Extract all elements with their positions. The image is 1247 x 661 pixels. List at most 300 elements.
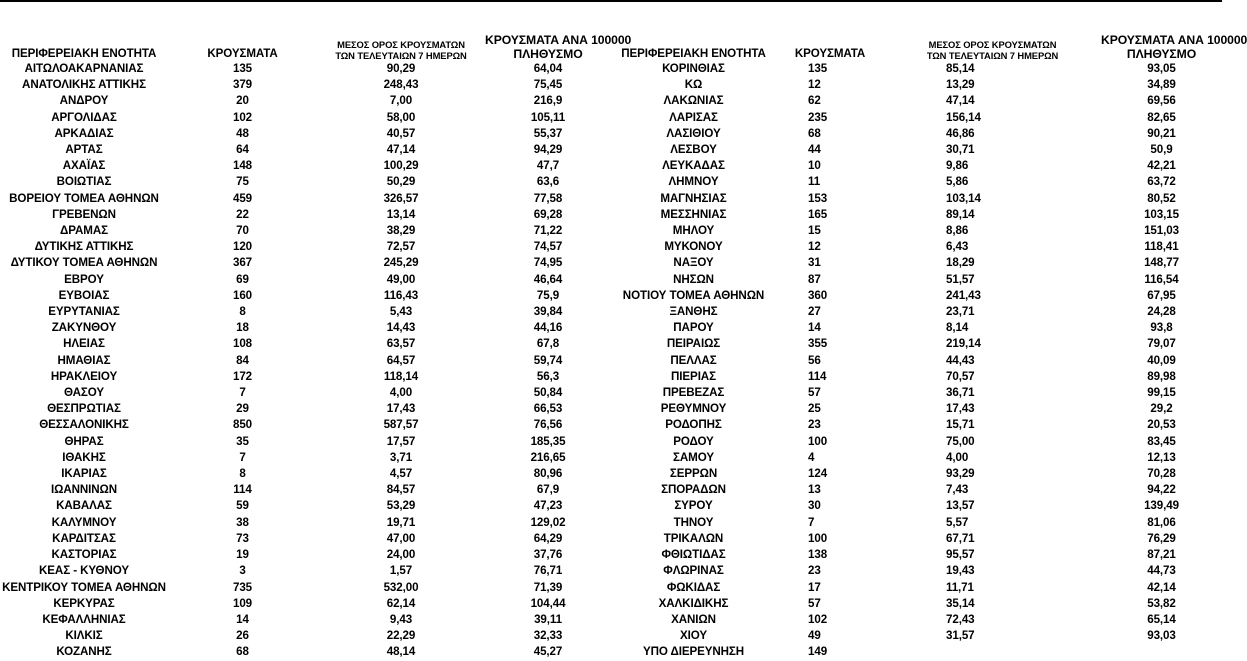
avg-7day-cell: 18,29 [946, 256, 975, 270]
per-100k-cell: 50,84 [533, 386, 563, 400]
per-100k-cell: 46,64 [533, 272, 563, 286]
avg-7day-cell: 35,14 [946, 596, 975, 610]
table-row [611, 304, 1222, 320]
avg-7day-cell: 9,86 [946, 159, 969, 173]
table-row [0, 142, 611, 158]
per-100k-cell: 116,54 [1144, 272, 1179, 286]
per-100k-cell: 44,16 [533, 321, 563, 335]
avg-7day-cell: 49,00 [386, 272, 416, 286]
per-100k-cell: 50,9 [1150, 143, 1173, 157]
per-100k-cell: 32,33 [533, 629, 563, 643]
per-100k-cell: 74,57 [533, 240, 563, 254]
table-row [611, 596, 1222, 612]
avg-7day-cell: 36,71 [946, 386, 975, 400]
cases-cell: 172 [232, 369, 253, 383]
avg-7day-cell: 13,14 [386, 207, 416, 221]
region-cell: ΜΑΓΝΗΣΙΑΣ [660, 191, 727, 205]
per-100k-cell: 44,73 [1147, 564, 1176, 578]
region-cell: ΙΩΑΝΝΙΝΩΝ [51, 483, 117, 497]
cases-cell: 13 [808, 483, 821, 497]
cases-cell: 124 [808, 467, 828, 481]
table-row [0, 531, 611, 547]
cases-cell: 165 [808, 207, 828, 221]
per-100k-cell: 81,06 [1147, 515, 1176, 529]
header-7day-average [317, 26, 485, 61]
table-row [0, 401, 611, 417]
table-row [611, 272, 1222, 288]
cases-cell: 87 [808, 272, 821, 286]
table-row [0, 288, 611, 304]
cases-cell: 49 [808, 629, 821, 643]
cases-cell: 355 [808, 337, 828, 351]
region-cell: ΚΟΖΑΝΗΣ [56, 645, 112, 659]
per-100k-cell: 65,14 [1147, 612, 1176, 626]
per-100k-cell: 55,37 [533, 126, 563, 140]
cases-cell: 4 [808, 450, 815, 464]
cases-cell: 15 [808, 224, 821, 238]
table-row [611, 255, 1222, 271]
region-cell: ΚΕΑΣ - ΚΥΘΝΟΥ [39, 564, 129, 578]
region-cell: ΕΥΒΟΙΑΣ [58, 288, 110, 302]
region-cell: ΧΑΛΚΙΔΙΚΗΣ [658, 596, 729, 610]
per-100k-cell: 185,35 [530, 434, 566, 448]
top-border-line [0, 0, 1222, 2]
per-100k-cell: 67,95 [1147, 288, 1176, 302]
region-cell: ΚΕΝΤΡΙΚΟΥ ΤΟΜΕΑ ΑΘΗΝΩΝ [2, 580, 166, 594]
per-100k-cell: 148,77 [1144, 256, 1179, 270]
avg-7day-cell: 532,00 [383, 580, 419, 594]
table-right-half [611, 26, 1247, 661]
table-row [611, 320, 1222, 336]
table-row [611, 126, 1222, 142]
avg-7day-cell: 58,00 [386, 110, 416, 124]
per-100k-cell: 64,29 [533, 531, 563, 545]
table-row [611, 417, 1222, 433]
per-100k-cell: 87,21 [1147, 548, 1176, 562]
cases-cell: 25 [808, 402, 821, 416]
avg-7day-cell: 30,71 [946, 143, 975, 157]
table-row [611, 353, 1222, 369]
per-100k-cell: 42,21 [1147, 159, 1176, 173]
region-cell: ΝΟΤΙΟΥ ΤΟΜΕΑ ΑΘΗΝΩΝ [622, 288, 765, 302]
avg-7day-cell: 245,29 [383, 256, 419, 270]
avg-7day-cell: 103,14 [946, 191, 981, 205]
table-row [611, 93, 1222, 109]
avg-7day-cell: 67,71 [946, 531, 975, 545]
table-row [611, 450, 1222, 466]
avg-7day-cell: 15,71 [946, 418, 975, 432]
per-100k-cell: 105,11 [530, 110, 566, 124]
cases-cell: 7 [239, 386, 246, 400]
table-row [0, 336, 611, 352]
table-row [611, 515, 1222, 531]
header-row [0, 26, 611, 61]
region-cell: ΜΗΛΟΥ [672, 224, 715, 238]
per-100k-cell: 118,41 [1144, 240, 1179, 254]
avg-7day-cell: 75,00 [946, 434, 975, 448]
per-100k-cell: 45,27 [533, 645, 563, 659]
cases-cell: 160 [232, 288, 253, 302]
region-cell: ΛΑΣΙΘΙΟΥ [666, 126, 721, 140]
table-row [611, 288, 1222, 304]
table-row [0, 272, 611, 288]
avg-7day-cell: 326,57 [383, 191, 419, 205]
per-100k-cell: 63,72 [1147, 175, 1176, 189]
cases-cell: 360 [808, 288, 828, 302]
table-row [611, 563, 1222, 579]
region-cell: ΚΙΛΚΙΣ [65, 629, 103, 643]
table-row [0, 191, 611, 207]
per-100k-cell: 75,45 [533, 78, 563, 92]
avg-7day-cell: 241,43 [946, 288, 981, 302]
avg-7day-cell: 8,86 [946, 224, 969, 238]
cases-cell: 23 [808, 418, 821, 432]
region-cell: ΑΡΚΑΔΙΑΣ [54, 126, 114, 140]
avg-7day-cell [884, 644, 1101, 660]
per-100k-cell: 104,44 [530, 596, 566, 610]
avg-7day-cell: 62,14 [386, 596, 416, 610]
region-cell: ΡΟΔΟΠΗΣ [665, 418, 722, 432]
per-100k-cell: 80,96 [533, 467, 563, 481]
per-100k-cell: 66,53 [533, 402, 563, 416]
table-row [611, 174, 1222, 190]
region-cell: ΑΡΓΟΛΙΔΑΣ [51, 110, 117, 124]
region-cell: ΤΗΝΟΥ [673, 515, 714, 529]
avg-7day-cell: 31,57 [946, 629, 975, 643]
region-cell: ΙΘΑΚΗΣ [62, 450, 106, 464]
per-100k-cell: 151,03 [1144, 224, 1179, 238]
region-cell: ΕΒΡΟΥ [64, 272, 104, 286]
per-100k-cell: 89,98 [1147, 369, 1176, 383]
table-row [0, 563, 611, 579]
per-100k-cell: 47,23 [533, 499, 563, 513]
per-100k-cell: 99,15 [1147, 386, 1176, 400]
avg-7day-cell: 38,29 [386, 224, 416, 238]
per-100k-cell: 39,11 [534, 612, 562, 626]
cases-cell: 57 [808, 386, 821, 400]
table-row [0, 207, 611, 223]
covid-cases-table [0, 26, 1247, 661]
table-row [0, 596, 611, 612]
avg-7day-cell: 11,71 [946, 580, 974, 594]
per-100k-cell: 94,29 [533, 143, 563, 157]
header-cases: ΚΡΟΥΣΜΑΤΑ [794, 47, 866, 60]
table-row [0, 580, 611, 596]
cases-cell: 459 [232, 191, 253, 205]
per-100k-cell: 216,65 [530, 450, 566, 464]
region-cell: ΗΜΑΘΙΑΣ [57, 353, 111, 367]
per-100k-cell: 67,8 [536, 337, 560, 351]
avg-7day-cell: 17,43 [946, 402, 975, 416]
cases-cell: 109 [232, 596, 253, 610]
region-cell: ΠΡΕΒΕΖΑΣ [662, 386, 725, 400]
header-cases-per-100k [1101, 26, 1247, 61]
table-left-half [0, 26, 632, 661]
cases-cell: 29 [236, 402, 249, 416]
table-row [0, 434, 611, 450]
header-per-line2: ΠΛΗΘΥΣΜΟ [513, 47, 583, 61]
table-row [611, 385, 1222, 401]
avg-7day-cell: 7,00 [389, 94, 413, 108]
cases-cell: 64 [236, 143, 249, 157]
avg-7day-cell: 72,57 [386, 240, 416, 254]
cases-cell: 10 [808, 159, 821, 173]
region-cell: ΑΝΑΤΟΛΙΚΗΣ ΑΤΤΙΚΗΣ [22, 78, 146, 92]
avg-7day-cell: 51,57 [946, 272, 975, 286]
cases-cell: 8 [239, 305, 246, 319]
avg-7day-cell: 116,43 [383, 288, 419, 302]
cases-table-left [0, 26, 632, 661]
header-per-line2: ΠΛΗΘΥΣΜΟ [1126, 47, 1197, 61]
header-per-line1: ΚΡΟΥΣΜΑΤΑ ΑΝΑ 100000 [485, 33, 632, 47]
per-100k-cell: 70,28 [1147, 467, 1176, 481]
per-100k-cell: 90,21 [1147, 126, 1176, 140]
cases-cell: 68 [236, 645, 249, 659]
region-cell: ΒΟΡΕΙΟΥ ΤΟΜΕΑ ΑΘΗΝΩΝ [9, 191, 159, 205]
per-100k-cell: 40,09 [1147, 353, 1176, 367]
cases-cell: 235 [808, 110, 828, 124]
region-cell: ΛΑΡΙΣΑΣ [669, 110, 718, 124]
avg-7day-cell: 587,57 [383, 418, 419, 432]
region-cell: ΡΟΔΟΥ [673, 434, 714, 448]
cases-cell: 56 [808, 353, 821, 367]
per-100k-cell: 216,9 [533, 94, 563, 108]
cases-cell: 102 [808, 612, 828, 626]
table-row [611, 207, 1222, 223]
table-row [0, 304, 611, 320]
per-100k-cell: 71,39 [533, 580, 563, 594]
avg-7day-cell: 248,43 [383, 78, 419, 92]
cases-cell: 12 [808, 240, 821, 254]
region-cell: ΚΩ [684, 78, 703, 92]
region-cell: ΥΠΟ ΔΙΕΡΕΥΝΗΣΗ [642, 645, 745, 659]
avg-7day-cell: 9,43 [389, 612, 413, 626]
region-cell: ΛΗΜΝΟΥ [668, 175, 719, 189]
cases-cell: 57 [808, 596, 821, 610]
region-cell: ΒΟΙΩΤΙΑΣ [56, 175, 112, 189]
table-row [611, 531, 1222, 547]
cases-cell: 102 [232, 110, 253, 124]
avg-7day-cell: 22,29 [386, 629, 416, 643]
table-row [611, 191, 1222, 207]
avg-7day-cell: 100,29 [383, 159, 419, 173]
cases-cell: 367 [232, 256, 253, 270]
table-row [0, 77, 611, 93]
table-row [611, 628, 1222, 644]
header-avg-line2: ΤΩΝ ΤΕΛΕΥΤΑΙΩΝ 7 ΗΜΕΡΩΝ [926, 50, 1059, 61]
table-row [0, 239, 611, 255]
cases-cell: 62 [808, 94, 821, 108]
table-row [611, 336, 1222, 352]
per-100k-cell: 129,02 [530, 515, 566, 529]
per-100k-cell: 69,56 [1147, 94, 1176, 108]
region-cell: ΗΛΕΙΑΣ [63, 337, 105, 351]
region-cell: ΠΙΕΡΙΑΣ [671, 369, 716, 383]
cases-cell: 35 [236, 434, 249, 448]
region-cell: ΑΙΤΩΛΟΑΚΑΡΝΑΝΙΑΣ [24, 62, 144, 75]
per-100k-cell: 76,56 [533, 418, 563, 432]
avg-7day-cell: 19,71 [386, 515, 416, 529]
region-cell: ΛΕΣΒΟΥ [670, 143, 717, 157]
per-100k-cell: 20,53 [1147, 418, 1176, 432]
region-cell: ΚΕΡΚΥΡΑΣ [53, 596, 115, 610]
per-100k-cell: 63,6 [536, 175, 560, 189]
region-cell: ΘΕΣΠΡΩΤΙΑΣ [47, 402, 121, 416]
region-cell: ΚΑΛΥΜΝΟΥ [51, 515, 117, 529]
region-cell: ΣΥΡΟΥ [674, 499, 713, 513]
cases-cell: 31 [808, 256, 821, 270]
cases-cell: 84 [236, 353, 249, 367]
region-cell: ΠΕΙΡΑΙΩΣ [666, 337, 721, 351]
cases-cell: 75 [236, 175, 249, 189]
table-row [0, 110, 611, 126]
cases-cell: 135 [808, 62, 828, 75]
avg-7day-cell: 63,57 [386, 337, 416, 351]
per-100k-cell: 79,07 [1147, 337, 1176, 351]
per-100k-cell: 93,8 [1150, 321, 1173, 335]
per-100k-cell: 74,95 [533, 256, 563, 270]
per-100k-cell: 34,89 [1147, 78, 1176, 92]
per-100k-cell [1101, 644, 1222, 660]
region-cell: ΘΑΣΟΥ [64, 386, 104, 400]
cases-cell: 153 [808, 191, 828, 205]
table-row [611, 434, 1222, 450]
avg-7day-cell: 118,14 [383, 369, 419, 383]
cases-cell: 8 [239, 467, 246, 481]
table-row [0, 223, 611, 239]
avg-7day-cell: 13,29 [946, 78, 975, 92]
cases-cell: 30 [808, 499, 821, 513]
cases-cell: 149 [808, 645, 828, 659]
avg-7day-cell: 90,29 [386, 62, 416, 75]
header-avg-line1: ΜΕΣΟΣ ΟΡΟΣ ΚΡΟΥΣΜΑΤΩΝ [928, 39, 1057, 50]
cases-cell: 68 [808, 126, 821, 140]
avg-7day-cell: 53,29 [386, 499, 416, 513]
table-row [0, 450, 611, 466]
header-region: ΠΕΡΙΦΕΡΕΙΑΚΗ ΕΝΟΤΗΤΑ [621, 47, 766, 60]
avg-7day-cell: 8,14 [946, 321, 969, 335]
region-cell: ΜΕΣΣΗΝΙΑΣ [660, 207, 727, 221]
cases-cell: 735 [232, 580, 253, 594]
region-cell: ΑΝΔΡΟΥ [59, 94, 109, 108]
table-row [0, 174, 611, 190]
table-row [0, 498, 611, 514]
per-100k-cell: 53,82 [1147, 596, 1176, 610]
table-row [0, 61, 611, 77]
cases-cell: 108 [232, 337, 253, 351]
per-100k-cell: 39,84 [533, 305, 563, 319]
table-row [0, 158, 611, 174]
cases-cell: 850 [232, 418, 253, 432]
region-cell: ΘΗΡΑΣ [64, 434, 104, 448]
per-100k-cell: 29,2 [1150, 402, 1173, 416]
header-region: ΠΕΡΙΦΕΡΕΙΑΚΗ ΕΝΟΤΗΤΑ [11, 47, 157, 60]
region-cell: ΦΩΚΙΔΑΣ [666, 580, 721, 594]
region-cell: ΛΑΚΩΝΙΑΣ [663, 94, 724, 108]
table-row [0, 369, 611, 385]
region-cell: ΞΑΝΘΗΣ [669, 305, 718, 319]
region-cell: ΕΥΡΥΤΑΝΙΑΣ [48, 305, 120, 319]
avg-7day-cell: 24,00 [386, 548, 416, 562]
region-cell: ΑΡΤΑΣ [65, 143, 103, 157]
header-row [611, 26, 1222, 61]
region-cell: ΧΑΝΙΩΝ [671, 612, 716, 626]
per-100k-cell: 76,29 [1147, 531, 1176, 545]
cases-cell: 14 [236, 612, 249, 626]
avg-7day-cell: 1,57 [389, 564, 413, 578]
table-row [0, 628, 611, 644]
table-row [0, 547, 611, 563]
avg-7day-cell: 17,43 [386, 402, 416, 416]
avg-7day-cell: 46,86 [946, 126, 975, 140]
avg-7day-cell: 70,57 [946, 369, 975, 383]
per-100k-cell: 56,3 [536, 369, 560, 383]
region-cell: ΗΡΑΚΛΕΙΟΥ [50, 369, 118, 383]
avg-7day-cell: 47,14 [946, 94, 975, 108]
per-100k-cell: 59,74 [533, 353, 563, 367]
cases-cell: 48 [236, 126, 249, 140]
region-cell: ΚΑΣΤΟΡΙΑΣ [51, 548, 117, 562]
cases-cell: 120 [232, 240, 253, 254]
avg-7day-cell: 14,43 [386, 321, 416, 335]
cases-cell: 20 [236, 94, 249, 108]
cases-cell: 12 [808, 78, 821, 92]
per-100k-cell: 103,15 [1144, 207, 1179, 221]
avg-7day-cell: 3,71 [389, 450, 413, 464]
per-100k-cell: 80,52 [1147, 191, 1176, 205]
avg-7day-cell: 50,29 [386, 175, 416, 189]
per-100k-cell: 67,9 [536, 483, 560, 497]
region-cell: ΘΕΣΣΑΛΟΝΙΚΗΣ [39, 418, 129, 432]
table-row [611, 466, 1222, 482]
region-cell: ΚΕΦΑΛΛΗΝΙΑΣ [42, 612, 126, 626]
cases-cell: 7 [808, 515, 815, 529]
cases-cell: 73 [236, 531, 249, 545]
table-row [611, 110, 1222, 126]
table-row [611, 369, 1222, 385]
cases-cell: 114 [233, 483, 252, 497]
cases-cell: 44 [808, 143, 821, 157]
header-avg-line1: ΜΕΣΟΣ ΟΡΟΣ ΚΡΟΥΣΜΑΤΩΝ [337, 39, 465, 50]
table-row [0, 612, 611, 628]
avg-7day-cell: 5,43 [389, 305, 413, 319]
cases-cell: 38 [236, 515, 249, 529]
table-row [0, 417, 611, 433]
region-cell: ΧΙΟΥ [680, 629, 707, 643]
region-cell: ΚΟΡΙΝΘΙΑΣ [662, 62, 725, 75]
table-row [0, 126, 611, 142]
header-cases: ΚΡΟΥΣΜΑΤΑ [207, 47, 278, 60]
table-row [611, 547, 1222, 563]
region-cell: ΡΕΘΥΜΝΟΥ [660, 402, 727, 416]
cases-cell: 14 [808, 321, 821, 335]
cases-cell: 114 [808, 369, 827, 383]
region-cell: ΙΚΑΡΙΑΣ [61, 467, 107, 481]
cases-cell: 22 [236, 207, 249, 221]
region-cell: ΝΑΞΟΥ [673, 256, 714, 270]
cases-cell: 138 [808, 548, 828, 562]
per-100k-cell: 76,71 [533, 564, 563, 578]
cases-cell: 100 [808, 531, 828, 545]
cases-cell: 3 [239, 564, 246, 578]
avg-7day-cell: 23,71 [946, 305, 975, 319]
region-cell: ΓΡΕΒΕΝΩΝ [52, 207, 116, 221]
region-cell: ΦΘΙΩΤΙΔΑΣ [661, 548, 726, 562]
table-row [611, 498, 1222, 514]
per-100k-cell: 93,05 [1147, 62, 1176, 75]
region-cell: ΑΧΑΪΑΣ [62, 159, 106, 173]
avg-7day-cell: 48,14 [386, 645, 416, 659]
